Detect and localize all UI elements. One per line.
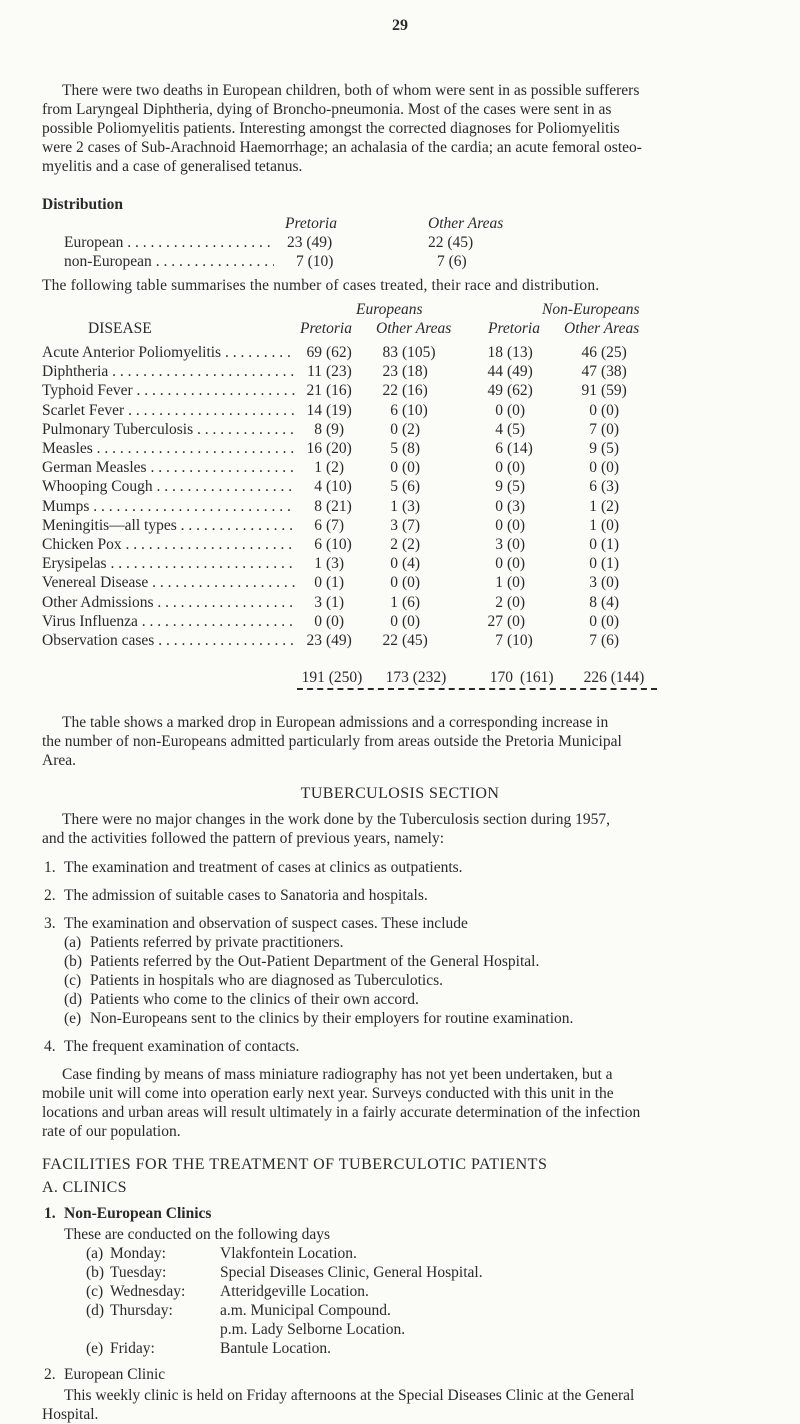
cell-current: 27: [487, 612, 503, 630]
cell-previous: (0): [601, 459, 620, 477]
cell-current: 0: [589, 401, 597, 419]
cell-current: 8: [314, 497, 322, 515]
group-europeans: Europeans: [356, 301, 423, 318]
cell-previous: (16): [326, 382, 352, 400]
cell-current: 9: [589, 440, 597, 457]
cell-previous: (0): [402, 574, 421, 592]
table-row: [0, 535, 800, 554]
disease-column-header: DISEASE: [88, 320, 152, 337]
clinic-day-row: [0, 1244, 800, 1263]
cell-previous: (6): [402, 478, 421, 496]
table-row: [0, 439, 800, 458]
cell-previous: (0): [601, 401, 620, 419]
total-ne-pretoria-prev: (161): [520, 669, 554, 686]
cell-previous: (4): [402, 555, 421, 573]
cell-current: 3: [589, 574, 597, 592]
intro-line: possible Poliomyelitis patients. Interesting amongst the corrected diagnoses for Poliomyelitis: [42, 120, 620, 137]
cell-current: 23: [382, 363, 398, 381]
cell-previous: (38): [601, 363, 627, 381]
cell-current: 1: [589, 497, 597, 515]
table-row: [0, 362, 800, 381]
cell-current: 0: [589, 536, 597, 553]
clinic-day-letter: (d): [86, 1302, 105, 1319]
cell-current: 3: [495, 536, 503, 553]
clinic-location: Bantule Location.: [220, 1340, 332, 1357]
total-ne-other: 226 (144): [583, 669, 645, 686]
disease-name: Virus Influenza . . .: [42, 612, 295, 631]
cell-previous: (1): [326, 593, 345, 611]
cell-current: 22: [382, 632, 398, 649]
cell-current: 0: [390, 555, 398, 573]
cell-previous: (0): [507, 612, 526, 630]
tb-item-number: 1.: [44, 859, 56, 876]
tb-item-number: 4.: [44, 1038, 56, 1055]
tb-item-text: The admission of suitable cases to Sanatoria and hospitals.: [64, 887, 428, 904]
cell-current: 3: [314, 593, 322, 611]
non-european-title: Non-European Clinics: [64, 1205, 212, 1222]
cell-current: 6: [390, 401, 398, 419]
cell-current: 5: [390, 440, 398, 457]
distribution-value: 23 (49): [287, 234, 333, 251]
cell-previous: (7): [326, 516, 345, 534]
clinic-day: Wednesday:: [110, 1283, 186, 1300]
cell-current: 4: [495, 420, 503, 438]
case-finding-line: rate of our population.: [42, 1123, 181, 1140]
cell-current: 11: [307, 363, 322, 381]
cell-previous: (49): [326, 632, 352, 649]
table-row: [0, 497, 800, 516]
table-row: [0, 631, 800, 650]
case-finding-line: mobile unit will come into operation early next year. Surveys conducted with this unit in the: [42, 1085, 614, 1102]
total-ne-pretoria: 170: [489, 669, 513, 686]
distribution-label: non-European: [64, 253, 152, 270]
distribution-col-pretoria: Pretoria: [285, 215, 337, 232]
tb-subitem-letter: (a): [64, 934, 82, 951]
clinic-location: p.m. Lady Selborne Location.: [220, 1321, 406, 1338]
clinic-day-letter: (c): [86, 1283, 104, 1300]
cell-current: 22: [382, 382, 398, 400]
cell-previous: (16): [402, 382, 428, 400]
non-european-intro: These are conducted on the following days: [64, 1226, 330, 1243]
cell-current: 91: [581, 382, 597, 400]
clinic-day-letter: (a): [86, 1245, 104, 1262]
disease-name: Acute Anterior Poliomyelitis . . .: [42, 343, 295, 362]
cell-current: 0: [589, 459, 597, 477]
cell-previous: (6): [402, 593, 421, 611]
clinic-location: Special Diseases Clinic, General Hospital.: [220, 1264, 483, 1281]
intro-line: were 2 cases of Sub-Arachnoid Haemorrhage; an achalasia of the cardia; an acute femoral osteo-: [42, 139, 642, 156]
cell-current: 0: [314, 574, 322, 592]
facilities-heading: FACILITIES FOR THE TREATMENT OF TUBERCULOTIC PATIENTS: [42, 1156, 548, 1173]
cell-previous: (19): [326, 401, 352, 419]
distribution-row-label: [64, 233, 274, 252]
cell-previous: (49): [507, 363, 533, 381]
clinic-day-row: [0, 1282, 800, 1301]
cell-current: 8: [314, 420, 322, 438]
intro-line: myelitis and a case of generalised tetanus.: [42, 158, 303, 175]
european-number: 2.: [44, 1366, 56, 1383]
cell-current: 0: [495, 497, 503, 515]
table-row: [0, 420, 800, 439]
cell-previous: (21): [326, 497, 352, 515]
disease-name: Venereal Disease . . .: [42, 573, 295, 592]
totals-double-rule: [297, 688, 657, 690]
european-title: European Clinic: [64, 1366, 166, 1383]
table-comment-line: The table shows a marked drop in European admissions and a corresponding increase in: [62, 714, 609, 731]
cell-previous: (10): [326, 478, 352, 496]
table-row: [0, 458, 800, 477]
cell-current: 0: [495, 516, 503, 534]
distribution-heading: Distribution: [42, 196, 123, 213]
tb-subitem-letter: (b): [64, 953, 83, 970]
cell-current: 0: [390, 459, 398, 477]
table-comment-line: Area.: [42, 752, 76, 769]
cell-current: 0: [495, 401, 503, 419]
cell-previous: (0): [507, 555, 526, 573]
cell-previous: (0): [601, 420, 620, 438]
tb-subitem-letter: (c): [64, 972, 82, 989]
clinic-day-row: [0, 1301, 800, 1320]
cell-previous: (14): [507, 440, 533, 457]
cell-current: 46: [581, 344, 597, 361]
cell-previous: (23): [326, 363, 352, 381]
cell-current: 69: [306, 344, 322, 361]
table-comment-line: the number of non-Europeans admitted particularly from areas outside the Pretoria Municipal: [42, 733, 622, 750]
subheader-other-areas: Other Areas: [564, 320, 640, 337]
cell-current: 1: [390, 497, 398, 515]
cell-previous: (1): [601, 536, 620, 553]
cell-current: 5: [390, 478, 398, 496]
cell-current: 6: [495, 440, 503, 457]
tb-intro-line: and the activities followed the pattern of previous years, namely:: [42, 830, 445, 847]
cell-current: 0: [589, 555, 597, 573]
cell-previous: (0): [507, 459, 526, 477]
table-row: [0, 343, 800, 362]
clinic-day: Monday:: [110, 1245, 166, 1262]
table-row: [0, 516, 800, 535]
cell-current: 6: [314, 516, 322, 534]
clinic-day-row: [0, 1339, 800, 1358]
cell-previous: (0): [601, 574, 620, 592]
page-number: 29: [392, 17, 408, 34]
cell-current: 47: [581, 363, 597, 381]
cell-previous: (20): [326, 440, 352, 457]
subheader-pretoria: Pretoria: [488, 320, 540, 337]
clinic-day: Tuesday:: [110, 1264, 167, 1281]
cell-previous: (10): [402, 401, 428, 419]
non-european-number: 1.: [44, 1205, 56, 1222]
cell-previous: (0): [507, 536, 526, 553]
tb-item-text: The examination and treatment of cases at clinics as outpatients.: [64, 859, 463, 876]
disease-name: Observation cases . . .: [42, 631, 295, 650]
european-line: Hospital.: [42, 1406, 99, 1423]
cell-previous: (0): [601, 612, 620, 630]
cell-current: 1: [495, 574, 503, 592]
cell-current: 3: [390, 516, 398, 534]
cell-current: 18: [487, 344, 503, 361]
cell-previous: (0): [507, 593, 526, 611]
cell-current: 1: [589, 516, 597, 534]
clinic-day-letter: (e): [86, 1340, 104, 1357]
clinic-location: a.m. Municipal Compound.: [220, 1302, 391, 1319]
cell-previous: (0): [402, 459, 421, 477]
cell-previous: (3): [601, 478, 620, 496]
distribution-value: 7 (10): [296, 253, 334, 270]
cell-current: 21: [306, 382, 322, 400]
intro-line: from Laryngeal Diphtheria, dying of Broncho-pneumonia. Most of the cases were sent in as: [42, 101, 612, 118]
tb-subitem-letter: (e): [64, 1010, 82, 1027]
tb-item-text: The frequent examination of contacts.: [64, 1038, 300, 1055]
cell-current: 2: [390, 536, 398, 553]
cell-current: 0: [495, 459, 503, 477]
cell-previous: (3): [507, 497, 526, 515]
cell-previous: (9): [326, 420, 345, 438]
cell-previous: (8): [402, 440, 421, 457]
cell-previous: (3): [402, 497, 421, 515]
disease-name: Typhoid Fever . . .: [42, 381, 295, 400]
cell-previous: (62): [507, 382, 533, 400]
clinic-day: Friday:: [110, 1340, 155, 1357]
cell-previous: (4): [601, 593, 620, 611]
cell-previous: (62): [326, 344, 352, 361]
cell-previous: (5): [507, 420, 526, 438]
european-line: This weekly clinic is held on Friday afternoons at the Special Diseases Clinic at the General: [64, 1387, 635, 1404]
tb-item-text: The examination and observation of suspect cases. These include: [64, 915, 468, 932]
disease-name: Scarlet Fever . . .: [42, 401, 295, 420]
cell-current: 6: [589, 478, 597, 496]
table-row: [0, 554, 800, 573]
distribution-label: European: [64, 234, 124, 251]
cell-current: 1: [390, 593, 398, 611]
disease-name: Erysipelas . . .: [42, 554, 295, 573]
group-non-europeans: Non-Europeans: [542, 301, 640, 318]
cell-previous: (59): [601, 382, 627, 400]
cell-current: 83: [382, 344, 398, 361]
cell-current: 7: [495, 632, 503, 649]
tb-subitem-text: Non-Europeans sent to the clinics by their employers for routine examination.: [90, 1010, 574, 1027]
total-eu-other: 173 (232): [385, 669, 447, 686]
case-finding-line: Case finding by means of mass miniature radiography has not yet been undertaken, but a: [62, 1066, 613, 1083]
cell-previous: (6): [601, 632, 620, 649]
distribution-value: 22 (45): [428, 234, 474, 251]
intro-line: There were two deaths in European children, both of whom were sent in as possible sufferers: [62, 82, 640, 99]
clinic-location: Vlakfontein Location.: [220, 1245, 357, 1262]
disease-name: Mumps . . .: [42, 497, 295, 516]
cell-current: 7: [589, 632, 597, 649]
table-row: [0, 477, 800, 496]
disease-name: Diphtheria . . .: [42, 362, 295, 381]
cell-current: 2: [495, 593, 503, 611]
cell-previous: (2): [326, 459, 345, 477]
subheader-other-areas: Other Areas: [376, 320, 452, 337]
clinic-location: Atteridgeville Location.: [220, 1283, 369, 1300]
cell-previous: (0): [326, 612, 345, 630]
cell-previous: (25): [601, 344, 627, 361]
tb-item-number: 3.: [44, 915, 56, 932]
disease-name: Meningitis—all types . . .: [42, 516, 295, 535]
disease-name: Other Admissions . . .: [42, 593, 295, 612]
cell-previous: (45): [402, 632, 428, 649]
cell-current: 6: [314, 536, 322, 553]
cell-previous: (0): [507, 574, 526, 592]
cell-previous: (2): [402, 536, 421, 553]
disease-name: Pulmonary Tuberculosis . . .: [42, 420, 295, 439]
cell-previous: (3): [326, 555, 345, 573]
distribution-value: 7 (6): [437, 253, 467, 270]
clinics-heading: A. CLINICS: [42, 1179, 127, 1196]
cell-current: 0: [589, 612, 597, 630]
cell-previous: (2): [601, 497, 620, 515]
cell-current: 1: [314, 555, 322, 573]
cell-previous: (1): [326, 574, 345, 592]
cell-current: 49: [487, 382, 503, 400]
cell-previous: (2): [402, 420, 421, 438]
table-row: [0, 573, 800, 592]
cell-previous: (5): [601, 440, 620, 457]
disease-name: German Measles . . .: [42, 458, 295, 477]
cell-current: 0: [390, 612, 398, 630]
subheader-pretoria: Pretoria: [300, 320, 352, 337]
cell-current: 1: [314, 459, 322, 477]
disease-name: Chicken Pox . . .: [42, 535, 295, 554]
cell-previous: (0): [402, 612, 421, 630]
table-row: [0, 381, 800, 400]
disease-name: Measles . . .: [42, 439, 295, 458]
cell-current: 8: [589, 593, 597, 611]
distribution-col-other: Other Areas: [428, 215, 504, 232]
summary-line: The following table summarises the number of cases treated, their race and distribution.: [42, 277, 600, 294]
tb-section-heading: TUBERCULOSIS SECTION: [300, 785, 500, 802]
tb-intro-line: There were no major changes in the work done by the Tuberculosis section during 1957,: [62, 811, 610, 828]
tb-item-number: 2.: [44, 887, 56, 904]
cell-current: 44: [487, 363, 503, 381]
cell-previous: (7): [402, 516, 421, 534]
cell-previous: (0): [507, 401, 526, 419]
cell-previous: (1): [601, 555, 620, 573]
cell-current: 9: [495, 478, 503, 496]
cell-previous: (10): [326, 536, 352, 553]
cell-current: 0: [390, 574, 398, 592]
clinic-day-row: [0, 1320, 800, 1339]
cell-current: 16: [306, 440, 322, 457]
disease-name: Whooping Cough . . .: [42, 477, 295, 496]
cell-previous: (13): [507, 344, 533, 361]
tb-subitem-letter: (d): [64, 991, 83, 1008]
cell-previous: (0): [601, 516, 620, 534]
table-row: [0, 612, 800, 631]
cell-current: 0: [390, 420, 398, 438]
distribution-row-label: [64, 252, 274, 271]
clinic-day-row: [0, 1263, 800, 1282]
cell-current: 0: [314, 612, 322, 630]
tb-subitem-text: Patients referred by the Out-Patient Department of the General Hospital.: [90, 953, 540, 970]
table-row: [0, 401, 800, 420]
cell-current: 14: [306, 401, 322, 419]
cell-previous: (10): [507, 632, 533, 649]
tb-subitem-text: Patients in hospitals who are diagnosed as Tuberculotics.: [90, 972, 444, 989]
cell-current: 7: [589, 420, 597, 438]
cell-current: 23: [306, 632, 322, 649]
clinic-day: Thursday:: [110, 1302, 173, 1319]
cell-previous: (5): [507, 478, 526, 496]
tb-subitem-text: Patients referred by private practitioners.: [90, 934, 344, 951]
clinic-day-letter: (b): [86, 1264, 105, 1281]
cell-current: 4: [314, 478, 322, 496]
cell-previous: (105): [402, 344, 436, 361]
tb-subitem-text: Patients who come to the clinics of their own accord.: [90, 991, 419, 1008]
table-row: [0, 593, 800, 612]
case-finding-line: locations and urban areas will result ultimately in a fairly accurate determination of the infection: [42, 1104, 641, 1121]
total-eu-pretoria: 191 (250): [301, 669, 363, 686]
cell-previous: (18): [402, 363, 428, 381]
cell-previous: (0): [507, 516, 526, 534]
cell-current: 0: [495, 555, 503, 573]
